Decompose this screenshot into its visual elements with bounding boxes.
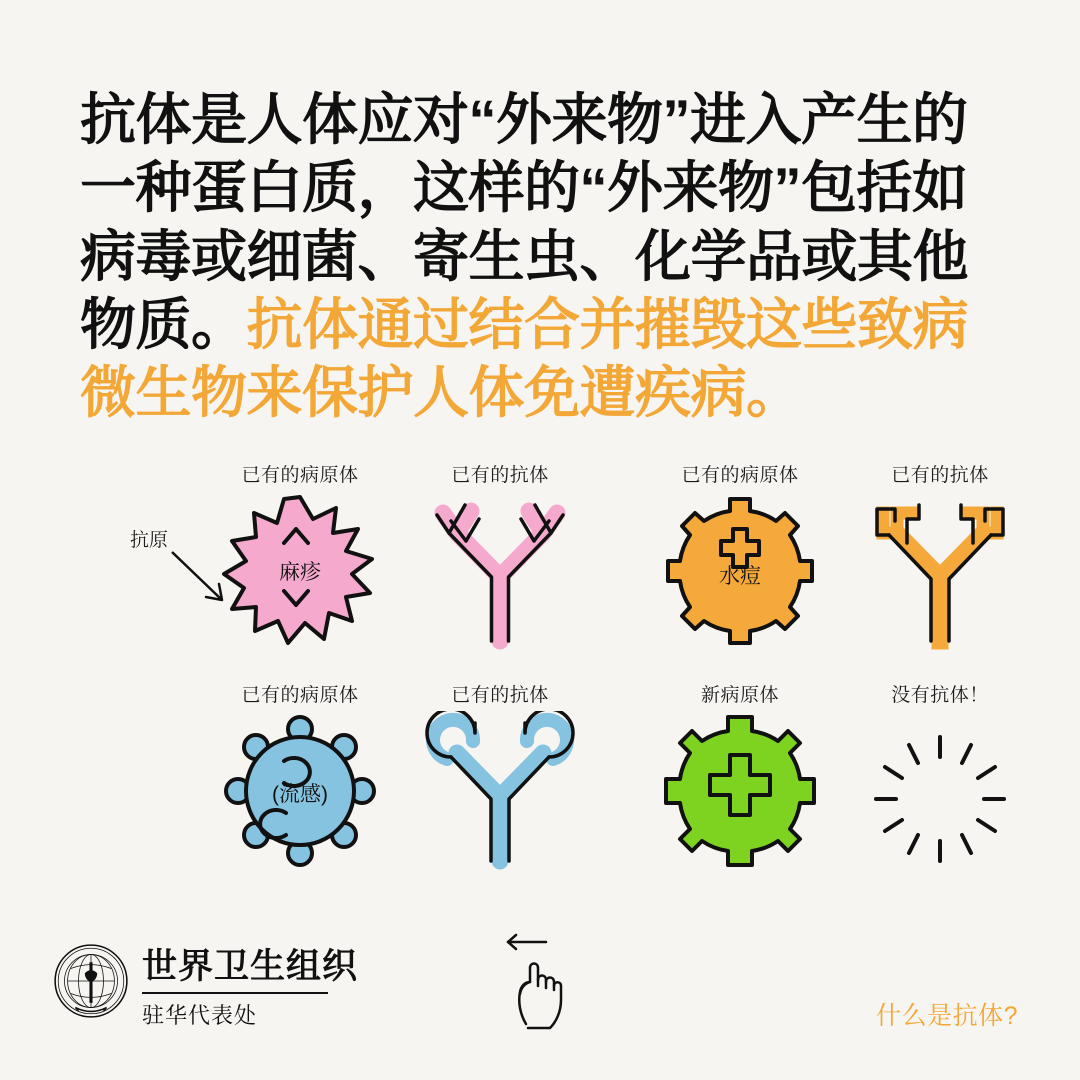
cell-label: 已有的抗体 <box>451 465 549 486</box>
cell-varicella-pathogen <box>625 460 855 651</box>
who-emblem-icon <box>52 942 130 1020</box>
antibody-orange-icon <box>825 491 1055 651</box>
who-divider <box>142 992 328 994</box>
virus-cross-green-icon <box>625 711 855 871</box>
antigen-callout-label: 抗原 <box>130 530 169 551</box>
headline-part-1: 抗体是人体应对“外来物”进入产生的一种蛋白质，这样的“外来物”包括如病毒或细菌、寄生虫、化学品或其他物质。 <box>80 88 968 356</box>
antibody-diagram <box>0 460 1080 920</box>
quadrant-influenza <box>100 680 600 910</box>
virus-name: 麻疹 <box>279 561 321 584</box>
cell-influenza-pathogen <box>185 680 415 871</box>
cell-no-antibody <box>825 680 1055 871</box>
virus-cross-orange-icon <box>625 491 855 651</box>
cell-varicella-antibody <box>825 460 1055 651</box>
cell-label: 已有的病原体 <box>241 685 359 706</box>
cell-measles-pathogen <box>185 460 415 651</box>
quadrant-measles <box>100 460 600 690</box>
virus-knob-blue-icon <box>185 711 415 871</box>
cell-label: 已有的病原体 <box>241 465 359 486</box>
headline-part-2: 抗体通过结合并摧毁这些致病微生物来保护人体免遭疾病。 <box>80 292 968 425</box>
cell-label: 没有抗体！ <box>891 685 989 706</box>
cell-label: 已有的抗体 <box>451 685 549 706</box>
cell-label: 新病原体 <box>700 685 779 706</box>
cell-new-pathogen <box>625 680 855 871</box>
swipe-left-hand-icon[interactable] <box>490 928 600 1038</box>
cell-label: 已有的抗体 <box>891 465 989 486</box>
page-title <box>80 86 1010 428</box>
virus-name: 水痘 <box>719 565 761 588</box>
virus-spiky-pink-icon <box>185 491 415 651</box>
virus-name: (流感) <box>272 783 328 806</box>
quadrant-varicella <box>540 460 1040 690</box>
who-name: 世界卫生组织 <box>142 946 359 986</box>
cell-label: 已有的病原体 <box>681 465 799 486</box>
footer-question: 什么是抗体? <box>876 1002 1018 1030</box>
burst-dashes-icon <box>825 711 1055 871</box>
who-subtitle: 驻华代表处 <box>142 1003 258 1028</box>
quadrant-new-pathogen <box>540 680 1040 910</box>
who-logo-block <box>52 942 358 1031</box>
